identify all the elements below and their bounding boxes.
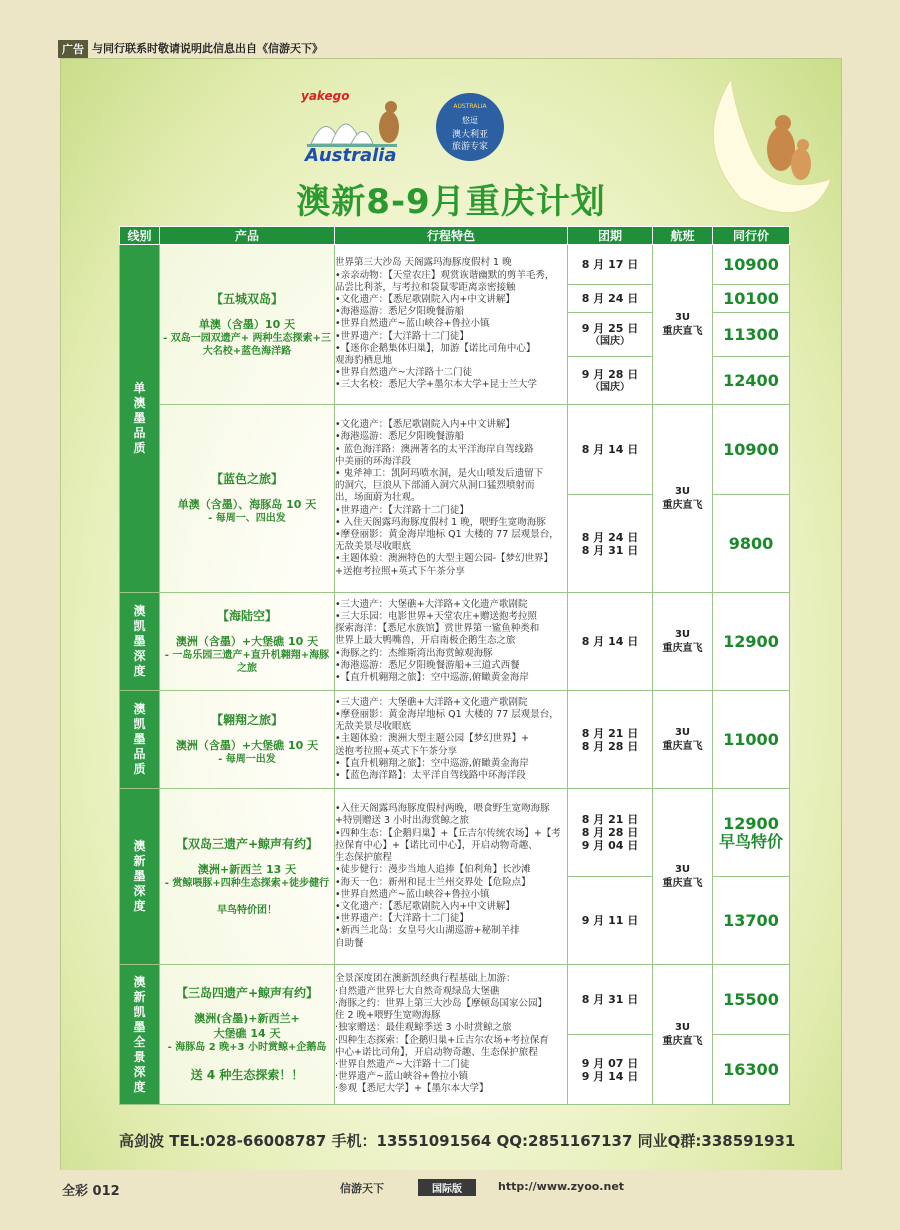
feature-line: 全景深度团在澳新凯经典行程基础上加游： xyxy=(335,973,516,985)
category-char: 澳 xyxy=(133,839,146,853)
product-note: - 每周一、四出发 xyxy=(208,513,286,524)
feature-line: +送抱考拉照+英式下午茶分享 xyxy=(335,565,465,577)
category-char: 墨 xyxy=(133,411,146,425)
top-bar xyxy=(0,0,900,58)
date-text: 9 月 25 日 xyxy=(581,321,639,335)
category-char: 质 xyxy=(133,441,146,455)
category-char: 单 xyxy=(133,381,146,395)
date-text: 9 月 04 日 xyxy=(581,839,639,852)
date-cell xyxy=(568,691,653,789)
date-cell: 8 月 14 日 xyxy=(568,405,653,495)
flight-desc: 重庆直飞 xyxy=(662,1035,703,1047)
date-cell xyxy=(568,313,653,357)
badge-text-3: 旅游专家 xyxy=(451,142,488,152)
feature-cell xyxy=(335,593,568,691)
feature-line: 住 2 晚+喂野生宽吻海豚 xyxy=(335,1010,441,1022)
category-char: 度 xyxy=(133,899,146,913)
price-cell: 11300 xyxy=(713,313,790,357)
feature-line: 中美丽的环海洋段 xyxy=(335,455,412,467)
category-char: 度 xyxy=(133,1079,146,1094)
date-cell: 8 月 24 日 xyxy=(568,285,653,313)
feature-line: • 鬼斧神工：凯阿玛喷水洞，是火山喷发后遗留下 xyxy=(335,467,544,479)
table-row xyxy=(120,245,790,285)
feature-line: •四种生态：【企鹅归巢】+【丘吉尔传统农场】+【考 xyxy=(335,827,561,839)
feature-line: •【迷你企鹅集体归巢】，加游【诺比司角中心】 xyxy=(335,342,536,354)
product-sub: 澳洲(含墨)+新西兰+ xyxy=(194,1012,300,1025)
edition-badge: 国际版 xyxy=(418,1179,476,1196)
price-cell xyxy=(713,789,790,877)
flight-cell xyxy=(653,789,713,965)
category-cell-1 xyxy=(120,245,160,593)
date-note: （国庆） xyxy=(590,381,630,393)
feature-cell xyxy=(335,965,568,1105)
price-cell: 10900 xyxy=(713,405,790,495)
badge-text-2: 澳大利亚 xyxy=(451,130,488,140)
flight-cell xyxy=(653,965,713,1105)
product-name: 【蓝色之旅】 xyxy=(210,472,283,486)
product-cell xyxy=(160,965,335,1105)
product-special: 早鸟特价团！ xyxy=(217,904,277,916)
feature-line: +特别赠送 3 小时出海赏鲸之旅 xyxy=(335,815,470,827)
feature-line: •世界自然遗产~蓝山峡谷+鲁拉小镇 xyxy=(335,888,490,900)
price-cell: 12400 xyxy=(713,357,790,405)
feature-line: • 入住天阁露玛海豚度假村 1 晚，喂野生宽吻海豚 xyxy=(335,516,546,528)
category-char: 墨 xyxy=(133,869,146,883)
feature-cell xyxy=(335,691,568,789)
date-cell: 8 月 17 日 xyxy=(568,245,653,285)
feature-line: 出，场面蔚为壮观。 xyxy=(335,492,421,504)
footer-url[interactable]: http://www.zyoo.net xyxy=(498,1180,625,1193)
price-special: 早鸟特价 xyxy=(718,831,783,851)
product-name: 【海陆空】 xyxy=(216,608,277,623)
flight-cell xyxy=(653,691,713,789)
flight-desc: 重庆直飞 xyxy=(662,325,703,337)
category-char: 深 xyxy=(133,884,146,898)
table-row xyxy=(120,405,790,495)
feature-line: •摩登丽影：黄金海岸地标 Q1 大楼的 77 层观景台， xyxy=(335,529,559,540)
feature-line: •海港巡游：悉尼夕阳晚餐游船 xyxy=(335,306,465,318)
date-text: 9 月 14 日 xyxy=(581,1069,639,1083)
flight-desc: 重庆直飞 xyxy=(662,877,703,889)
feature-line: ·自然遗产世界七大自然奇观绿岛大堡礁 xyxy=(335,985,500,997)
price-cell: 10900 xyxy=(713,245,790,285)
category-char: 景 xyxy=(133,1049,146,1064)
date-text: 8 月 24 日 xyxy=(581,530,639,544)
category-char: 墨 xyxy=(133,1019,146,1034)
feature-line: •三大遗产：大堡礁+大洋路+文化遗产歌剧院 xyxy=(335,598,528,610)
header-product: 产品 xyxy=(160,227,335,245)
category-char: 凯 xyxy=(133,1004,146,1019)
yakego-logo-text: yakego xyxy=(301,89,350,103)
date-text: 8 月 28 日 xyxy=(581,826,639,839)
category-char: 全 xyxy=(133,1034,146,1049)
feature-line: •摩登丽影：黄金海岸地标 Q1 大楼的 77 层观景台， xyxy=(335,708,559,720)
feature-line: •【直升机翱翔之旅】：空中巡游,俯瞰黄金海岸 xyxy=(335,757,529,769)
table-row xyxy=(120,593,790,691)
table-row xyxy=(120,691,790,789)
feature-line: •世界自然遗产~蓝山峡谷+鲁拉小镇 xyxy=(335,318,490,330)
flight-code: 3U xyxy=(674,863,691,875)
price-cell: 10100 xyxy=(713,285,790,313)
feature-line: •三大名校：悉尼大学+墨尔本大学+昆士兰大学 xyxy=(335,379,538,391)
feature-line: 观海豹栖息地 xyxy=(335,355,393,366)
feature-line: •三大遗产：大堡礁+大洋路+文化遗产歌剧院 xyxy=(335,696,528,708)
yakego-australia-logo xyxy=(301,89,411,169)
feature-line: •【直升机翱翔之旅】：空中巡游,俯瞰黄金海岸 xyxy=(335,672,529,683)
flight-desc: 重庆直飞 xyxy=(662,642,703,654)
product-name: 【双岛三遗产+鲸声有约】 xyxy=(175,836,319,851)
feature-line: •世界遗产：【大洋路十二门徒】 xyxy=(335,504,469,516)
category-char: 澳 xyxy=(133,702,146,716)
product-sub: 大堡礁 14 天 xyxy=(213,1027,281,1040)
table-row xyxy=(120,789,790,877)
feature-line: 无敌美景尽收眼底 xyxy=(335,721,412,733)
product-cell xyxy=(160,789,335,965)
agency-badge xyxy=(436,93,504,161)
feature-line: •入住天阁露玛海豚度假村两晚，喂食野生宽吻海豚 xyxy=(335,803,550,815)
category-char: 新 xyxy=(133,854,146,868)
feature-cell xyxy=(335,789,568,965)
feature-line: 送抱考拉照+英式下午茶分享 xyxy=(335,745,457,757)
product-cell xyxy=(160,593,335,691)
feature-line: •文化遗产：【悉尼歌剧院入内+中文讲解】 xyxy=(335,900,515,912)
product-sub: 澳洲（含墨）+大堡礁 10 天 xyxy=(175,634,319,648)
date-text: 8 月 28 日 xyxy=(581,739,639,753)
product-note: - 双岛一园双遗产+ 两种生态探索+三大名校+蓝色海洋路 xyxy=(163,332,331,357)
price-cell: 9800 xyxy=(713,495,790,593)
flight-cell xyxy=(653,405,713,593)
feature-line: •新西兰北岛：女皇号火山湖巡游+秘制羊排 xyxy=(335,925,520,937)
feature-line: •海豚之约：杰维斯湾出海赏鲸观海豚 xyxy=(335,647,493,659)
feature-line: 世界第三大沙岛 天阁露玛海豚度假村 1 晚 xyxy=(335,257,512,269)
feature-line: 的洞穴，巨浪从下部涌入洞穴从洞口猛烈喷射而 xyxy=(335,480,535,492)
tour-table xyxy=(119,226,790,1105)
date-text: 9 月 07 日 xyxy=(581,1056,639,1070)
feature-line: •世界自然遗产~大洋路十二门徒 xyxy=(335,367,473,379)
category-cell-6 xyxy=(120,965,160,1105)
feature-line: •主题体验：澳洲大型主题公园【梦幻世界】+ xyxy=(335,733,530,745)
category-char: 品 xyxy=(133,747,146,761)
feature-line: •三大乐园：电影世界+天堂农庄+赠送抱考拉照 xyxy=(335,610,538,622)
ad-tag: 广告 xyxy=(58,40,88,58)
date-cell xyxy=(568,495,653,593)
header-feature: 行程特色 xyxy=(335,227,568,245)
flight-code: 3U xyxy=(674,1021,691,1033)
feature-line: •徒步健行：漫步当地人追捧【伯利角】长沙滩 xyxy=(335,864,531,876)
product-cell xyxy=(160,245,335,405)
date-cell xyxy=(568,789,653,877)
category-char: 深 xyxy=(133,1064,146,1079)
feature-line: 自助餐 xyxy=(335,937,364,949)
footer-brand: 信游天下 xyxy=(340,1182,384,1195)
flight-cell xyxy=(653,593,713,691)
product-note: - 海豚岛 2 晚+3 小时赏鲸+企鹅岛 xyxy=(167,1042,327,1053)
date-text: 8 月 21 日 xyxy=(581,813,639,826)
feature-line: ·世界遗产~蓝山峡谷+鲁拉小镇 xyxy=(335,1071,468,1083)
category-cell-3 xyxy=(120,593,160,691)
price-cell: 13700 xyxy=(713,877,790,965)
feature-line: •主题体验：澳洲特色的大型主题公园-【梦幻世界】 xyxy=(335,553,554,565)
feature-line: ·参观【悉尼大学】+【墨尔本大学】 xyxy=(335,1083,489,1095)
feature-cell xyxy=(335,245,568,405)
footer xyxy=(0,1170,900,1230)
flight-cell xyxy=(653,245,713,405)
date-note: （国庆） xyxy=(590,335,630,347)
category-cell-5 xyxy=(120,789,160,965)
contact-line: 高剑波 TEL:028-66008787 手机：13551091564 QQ:2851167137 同业Q群:338591931 xyxy=(119,1132,796,1150)
date-cell: 8 月 31 日 xyxy=(568,965,653,1035)
category-char: 澳 xyxy=(133,396,146,410)
flight-desc: 重庆直飞 xyxy=(662,499,703,511)
flight-code: 3U xyxy=(674,628,691,640)
feature-line: •海天一色：新州和昆士兰州交界处【危险点】 xyxy=(335,876,531,888)
category-char: 度 xyxy=(133,664,146,678)
category-char: 凯 xyxy=(133,717,146,731)
product-sub: 澳洲+新西兰 13 天 xyxy=(197,862,297,876)
page-number: 全彩 012 xyxy=(62,1184,120,1199)
flight-code: 3U xyxy=(674,311,691,323)
feature-cell xyxy=(335,405,568,593)
product-special: 送 4 种生态探索！！ xyxy=(190,1068,304,1082)
category-char: 澳 xyxy=(133,604,146,618)
feature-line: ·四种生态探索：【企鹅归巢+丘吉尔农场+考拉保育 xyxy=(335,1034,549,1046)
product-name: 【翱翔之旅】 xyxy=(210,713,283,727)
date-cell xyxy=(568,1035,653,1105)
date-cell: 9 月 11 日 xyxy=(568,877,653,965)
header-flight: 航班 xyxy=(653,227,713,245)
feature-line: 世界上最大鸭嘴兽，开启南极企鹅生态之旅 xyxy=(335,635,516,647)
product-name: 【五城双岛】 xyxy=(210,291,283,306)
category-char: 墨 xyxy=(133,634,146,648)
feature-line: •世界遗产：【大洋路十二门徒】 xyxy=(335,913,469,925)
feature-line: •海港巡游：悉尼夕阳晚餐游船+三道式西餐 xyxy=(335,659,520,671)
product-sub: 单澳（含墨）10 天 xyxy=(198,317,296,331)
flight-code: 3U xyxy=(674,726,691,738)
feature-line: • 蓝色海洋路：澳洲著名的太平洋海岸自驾线路 xyxy=(335,443,534,455)
feature-line: 品尝比利茶，与考拉和袋鼠零距离亲密接触 xyxy=(335,281,516,293)
feature-line: •文化遗产：【悉尼歌剧院入内+中文讲解】 xyxy=(335,419,515,431)
header-line: 线别 xyxy=(120,227,160,245)
category-char: 质 xyxy=(133,762,146,776)
date-text: 9 月 28 日 xyxy=(581,367,639,381)
badge-text-1: 悠逗 xyxy=(462,116,478,125)
badge-top-text: AUSTRALIA xyxy=(453,103,487,110)
product-note: - 赏鲸喂豚+四种生态探索+徒步健行 xyxy=(164,877,330,889)
feature-line: ·世界自然遗产~大洋路十二门徒 xyxy=(335,1058,470,1070)
table-row xyxy=(120,965,790,1035)
date-text: 8 月 21 日 xyxy=(581,726,639,740)
product-sub: 单澳（含墨）、海豚岛 10 天 xyxy=(177,498,317,511)
flight-desc: 重庆直飞 xyxy=(662,740,703,752)
header-price: 同行价 xyxy=(713,227,790,245)
category-char: 澳 xyxy=(133,974,146,989)
price-cell: 15500 xyxy=(713,965,790,1035)
category-char: 墨 xyxy=(133,732,146,746)
product-note: - 一岛乐园三遗产+直升机翱翔+海豚之旅 xyxy=(164,649,330,674)
ad-notice: 与同行联系时敬请说明此信息出自《信游天下》 xyxy=(92,42,323,55)
page-title: 澳新8-9月重庆计划 xyxy=(296,182,606,222)
feature-line: •亲亲动物：【天堂农庄】观赏诙谐幽默的剪羊毛秀， xyxy=(335,269,555,281)
feature-line: ·独家赠送：最佳观鲸季送 3 小时赏鲸之旅 xyxy=(335,1022,512,1034)
price-cell: 12900 xyxy=(713,593,790,691)
feature-line: 拉保育中心】+【诺比司中心】，开启动物奇趣、 xyxy=(335,839,538,851)
category-char: 深 xyxy=(133,649,146,663)
table-header xyxy=(120,227,790,245)
feature-line: ·海豚之约：世界上第三大沙岛【摩顿岛国家公园】 xyxy=(335,997,548,1009)
price-cell: 11000 xyxy=(713,691,790,789)
feature-line: •世界遗产：【大洋路十二门徒】 xyxy=(335,330,469,342)
product-name: 【三岛四遗产+鲸声有约】 xyxy=(175,986,319,1000)
feature-line: 生态保护旅程 xyxy=(335,852,393,864)
category-cell-4 xyxy=(120,691,160,789)
flight-code: 3U xyxy=(674,485,691,497)
flyer-page xyxy=(60,58,842,1172)
category-char: 凯 xyxy=(133,619,146,633)
date-text: 8 月 31 日 xyxy=(581,543,639,557)
feature-line: 中心+诺比司角】，开启动物奇趣、生态保护旅程 xyxy=(335,1046,538,1058)
category-char: 新 xyxy=(133,989,146,1004)
date-cell xyxy=(568,357,653,405)
feature-line: •海港巡游：悉尼夕阳晚餐游船 xyxy=(335,431,465,443)
price-text: 12900 xyxy=(723,813,779,833)
header-date: 团期 xyxy=(568,227,653,245)
product-note: - 每周一出发 xyxy=(218,754,276,765)
product-cell xyxy=(160,691,335,789)
australia-logo-text: Australia xyxy=(305,145,397,166)
product-sub: 澳洲（含墨）+大堡礁 10 天 xyxy=(175,739,319,752)
price-cell: 16300 xyxy=(713,1035,790,1105)
date-cell: 8 月 14 日 xyxy=(568,593,653,691)
feature-line: •文化遗产：【悉尼歌剧院入内+中文讲解】 xyxy=(335,293,515,305)
feature-line: 无敌美景尽收眼底 xyxy=(335,541,412,553)
feature-line: 探索海洋：【悉尼水族馆】赏世界第一鲨鱼种类和 xyxy=(335,623,540,635)
feature-line: •【蓝色海洋路】：太平洋自驾线路中环海洋段 xyxy=(335,770,526,781)
category-char: 品 xyxy=(133,426,146,440)
product-cell xyxy=(160,405,335,593)
